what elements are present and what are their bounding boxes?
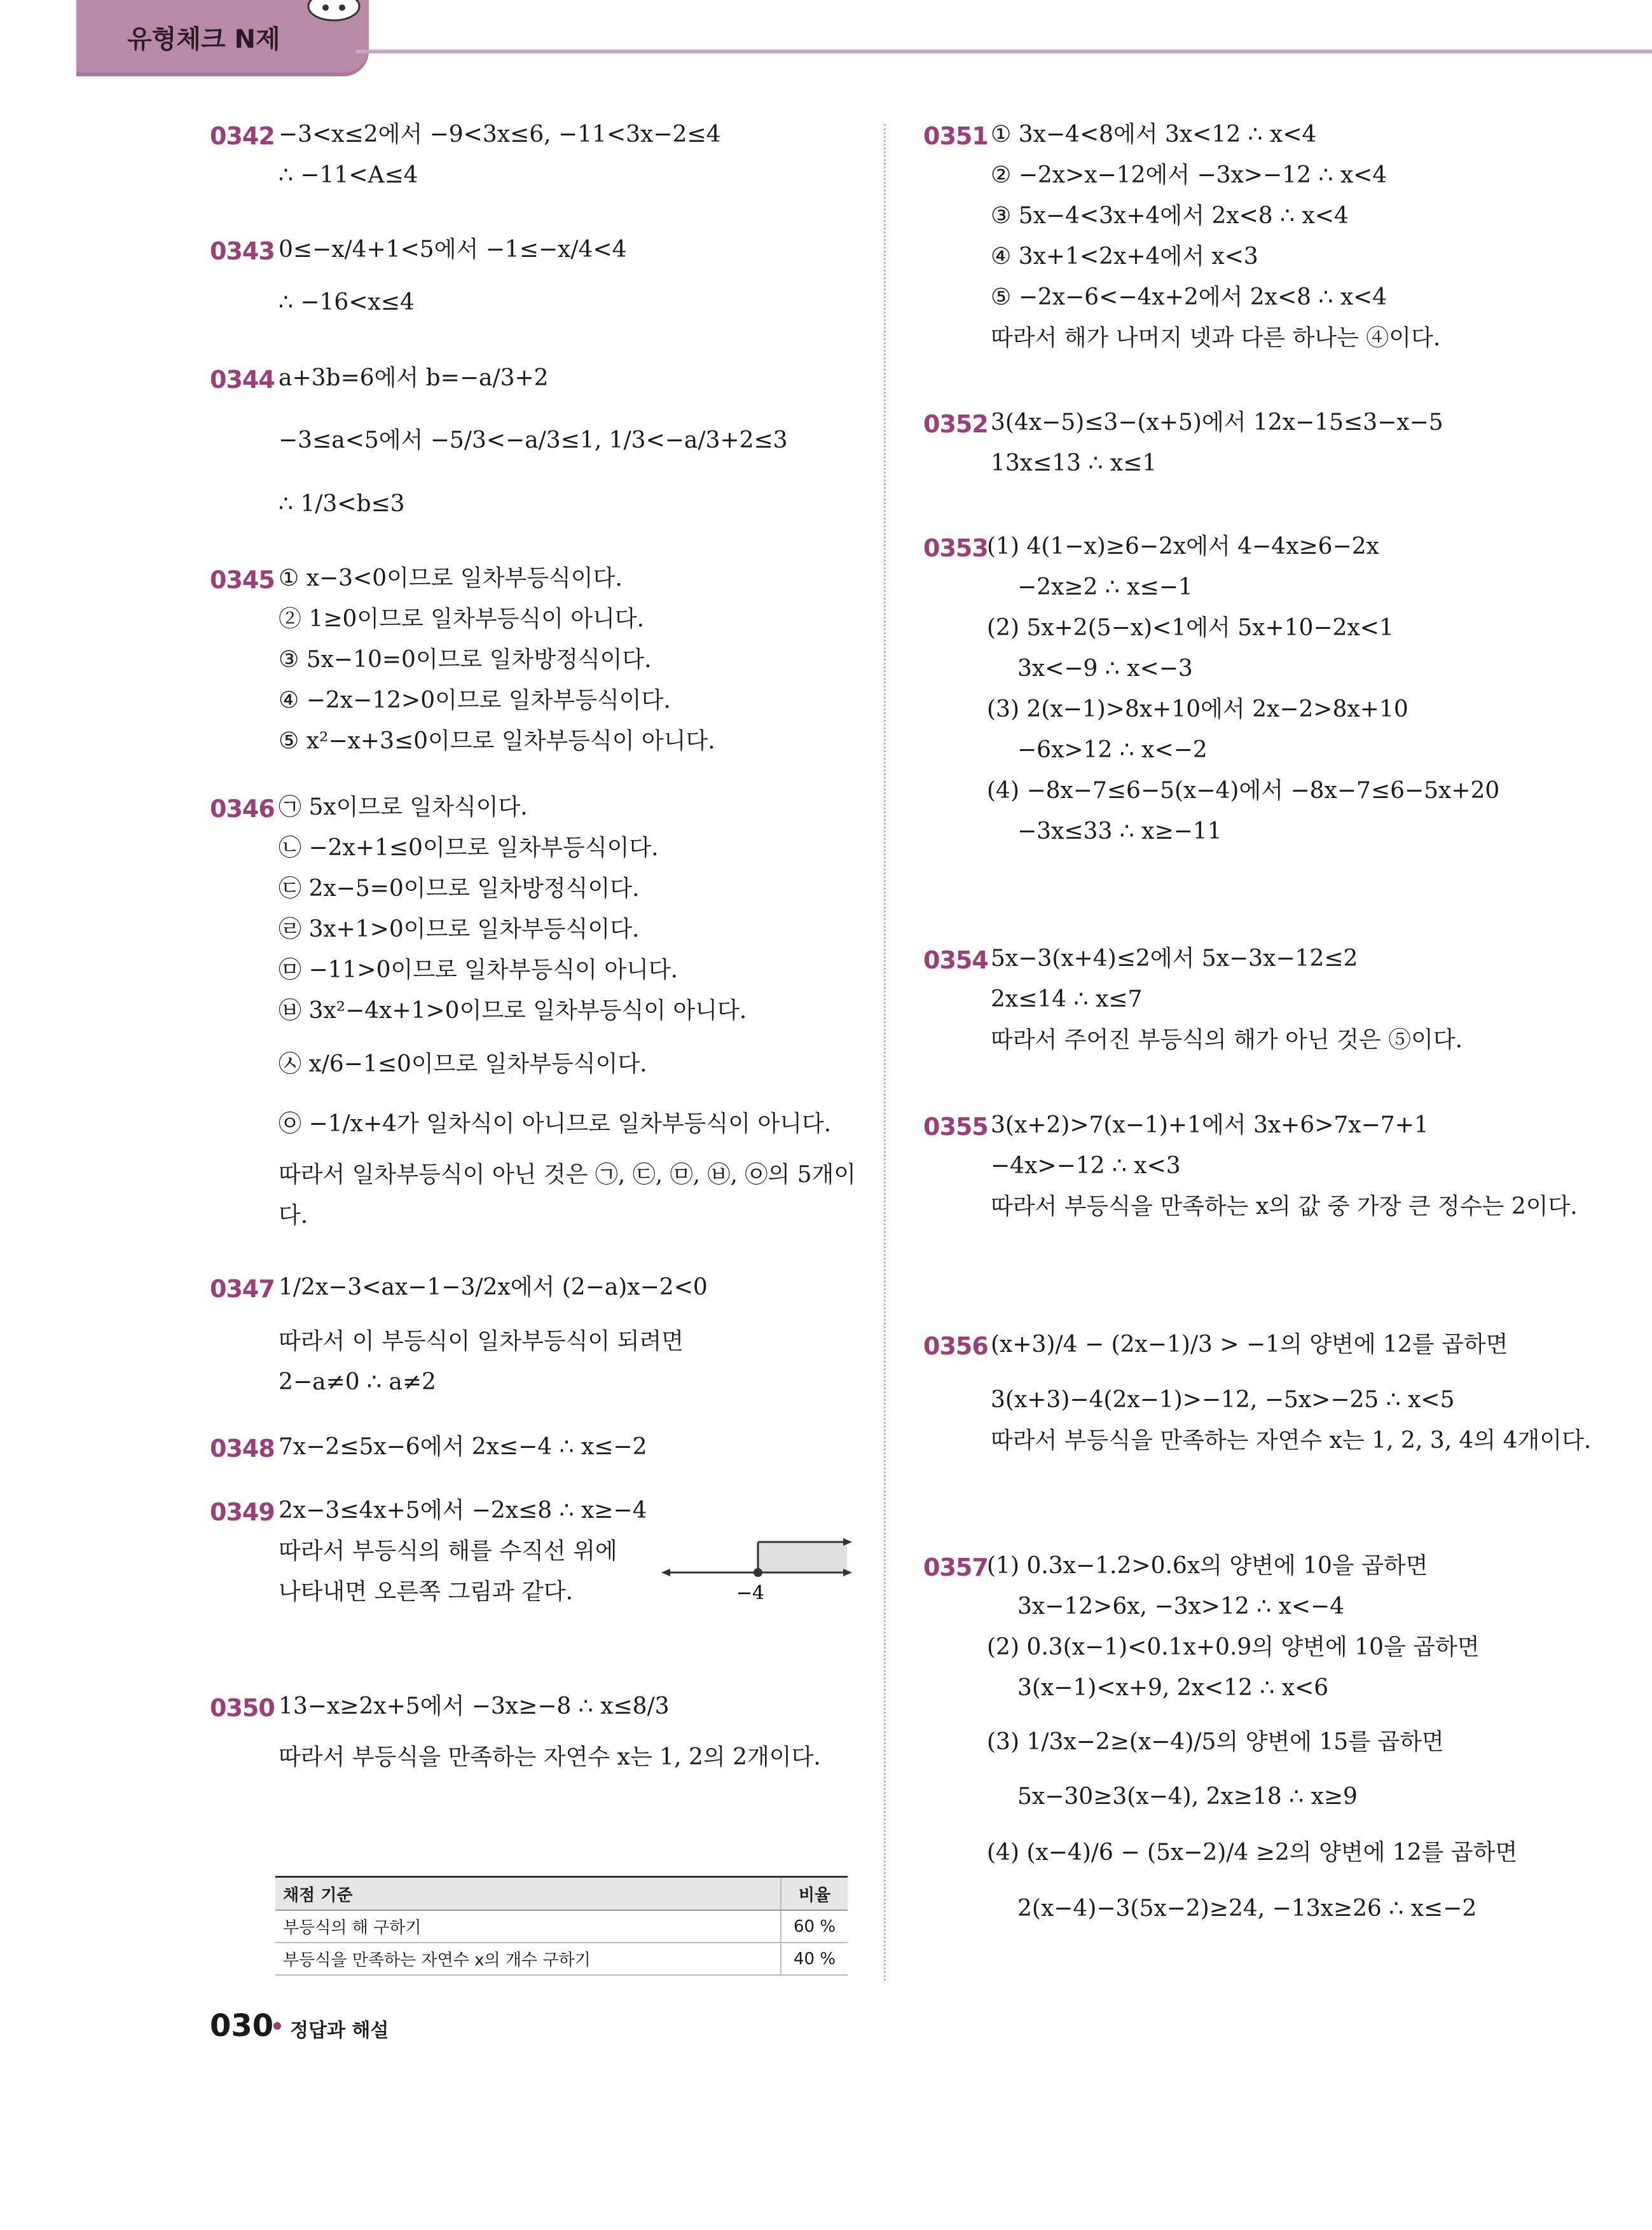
solution-line: 나타내면 오른쪽 그림과 같다. (279, 1579, 574, 1605)
solution-line: (4) (x−4)/6 − (5x−2)/4 ≥2의 양변에 12를 곱하면 (987, 1840, 1518, 1866)
solution-line: 따라서 부등식의 해를 수직선 위에 (279, 1538, 617, 1564)
solution-line: −4x>−12 ∴ x<3 (991, 1153, 1181, 1179)
solution-line: 따라서 부등식을 만족하는 자연수 x는 1, 2, 3, 4의 4개이다. (991, 1428, 1592, 1454)
problem-number: 0357 (923, 1553, 988, 1581)
footer-section-title: 정답과 해설 (290, 2020, 389, 2042)
solution-line: 13−x≥2x+5에서 −3x≥−8 ∴ x≤8/3 (279, 1693, 670, 1719)
solution-line: 3(x+3)−4(2x−1)>−12, −5x>−25 ∴ x<5 (991, 1387, 1455, 1413)
problem-number: 0343 (210, 237, 275, 265)
solution-line: 따라서 일차부등식이 아닌 것은 ㉠, ㉢, ㉤, ㉥, ㉧의 5개이 (279, 1162, 857, 1188)
arrow-right-icon (843, 1569, 852, 1576)
solution-line: 따라서 해가 나머지 넷과 다른 하나는 ④이다. (991, 325, 1441, 351)
problem-number: 0350 (210, 1694, 275, 1722)
solution-line: 2−a≠0 ∴ a≠2 (279, 1369, 436, 1395)
solution-line: (3) 2(x−1)>8x+10에서 2x−2>8x+10 (987, 696, 1408, 722)
solution-line: ④ 3x+1<2x+4에서 x<3 (991, 244, 1258, 270)
table-header-criteria: 채점 기준 (275, 1877, 781, 1911)
solution-line: 따라서 부등식을 만족하는 x의 값 중 가장 큰 정수는 2이다. (991, 1194, 1578, 1220)
solution-line: ∴ 1/3<b≤3 (279, 491, 405, 517)
solution-line: ㉣ 3x+1>0이므로 일차부등식이다. (279, 916, 640, 942)
solution-line: ⑤ −2x−6<−4x+2에서 2x<8 ∴ x<4 (991, 284, 1387, 310)
solution-line: ㉧ −1/x+4가 일차식이 아니므로 일차부등식이 아니다. (279, 1111, 832, 1137)
solution-line: 2x≤14 ∴ x≤7 (991, 986, 1143, 1012)
page-header-title: 유형체크 N제 (127, 25, 280, 54)
solution-line: 7x−2≤5x−6에서 2x≤−4 ∴ x≤−2 (279, 1434, 647, 1460)
arrow-right-icon (843, 1538, 852, 1546)
solution-line: ② 1≥0이므로 일차부등식이 아니다. (279, 606, 645, 632)
solution-line: ③ 5x−4<3x+4에서 2x<8 ∴ x<4 (991, 203, 1349, 229)
solution-line: (2) 0.3(x−1)<0.1x+0.9의 양변에 10을 곱하면 (987, 1634, 1480, 1660)
table-header-row (275, 1877, 848, 1911)
solution-line: ∴ −16<x≤4 (279, 289, 415, 315)
table-row (275, 1910, 848, 1943)
solution-line: ① x−3<0이므로 일차부등식이다. (279, 565, 623, 591)
solution-line: 13x≤13 ∴ x≤1 (991, 450, 1157, 476)
table-header-ratio: 비율 (781, 1877, 848, 1911)
table-cell-ratio: 60 % (781, 1910, 848, 1943)
solution-line: −2x≥2 ∴ x≤−1 (1017, 574, 1193, 600)
solution-line: 1/2x−3<ax−1−3/2x에서 (2−a)x−2<0 (279, 1274, 708, 1300)
table-cell-criteria: 부등식을 만족하는 자연수 x의 개수 구하기 (275, 1943, 781, 1975)
tick-label: −4 (736, 1582, 765, 1604)
solution-line: ∴ −11<A≤4 (279, 162, 418, 188)
problem-number: 0345 (210, 566, 275, 594)
solution-line: (4) −8x−7≤6−5(x−4)에서 −8x−7≤6−5x+20 (987, 778, 1500, 804)
solution-line: ㉠ 5x이므로 일차식이다. (279, 794, 528, 820)
column-divider (884, 124, 886, 1981)
solution-line: ⑤ x²−x+3≤0이므로 일차부등식이 아니다. (279, 728, 715, 754)
solution-line: 따라서 이 부등식이 일차부등식이 되려면 (279, 1328, 684, 1354)
solution-line: ㉥ 3x²−4x+1>0이므로 일차부등식이 아니다. (279, 998, 747, 1024)
number-line-diagram (661, 1536, 852, 1606)
solution-line: −3≤a<5에서 −5/3<−a/3≤1, 1/3<−a/3+2≤3 (279, 427, 788, 453)
problem-number: 0342 (210, 122, 275, 150)
problem-number: 0354 (923, 946, 988, 974)
solution-line: 3(x−1)<x+9, 2x<12 ∴ x<6 (1017, 1675, 1329, 1701)
solution-line: (x+3)/4 − (2x−1)/3 > −1의 양변에 12를 곱하면 (991, 1332, 1508, 1358)
problem-number: 0346 (210, 795, 275, 823)
solution-line: ④ −2x−12>0이므로 일차부등식이다. (279, 687, 671, 713)
solution-line: 다. (279, 1202, 308, 1229)
solution-line: ㉡ −2x+1≤0이므로 일차부등식이다. (279, 835, 659, 861)
solution-line: 3(4x−5)≤3−(x+5)에서 12x−15≤3−x−5 (991, 410, 1443, 436)
solution-line: −3x≤33 ∴ x≥−11 (1017, 818, 1222, 844)
solution-line: 따라서 주어진 부등식의 해가 아닌 것은 ⑤이다. (991, 1027, 1463, 1053)
table-cell-ratio: 40 % (781, 1943, 848, 1975)
problem-number: 0356 (923, 1332, 988, 1360)
problem-number: 0347 (210, 1275, 275, 1303)
bullet-icon (273, 2022, 281, 2030)
problem-number: 0344 (210, 366, 275, 394)
solution-line: 5x−3(x+4)≤2에서 5x−3x−12≤2 (991, 946, 1358, 972)
table-row (275, 1943, 848, 1975)
solution-line: −3<x≤2에서 −9<3x≤6, −11<3x−2≤4 (279, 121, 721, 148)
solution-line: ③ 5x−10=0이므로 일차방정식이다. (279, 647, 652, 673)
solution-line: 2(x−4)−3(5x−2)≥24, −13x≥26 ∴ x≤−2 (1017, 1896, 1477, 1922)
solution-line: (2) 5x+2(5−x)<1에서 5x+10−2x<1 (987, 615, 1394, 641)
header-rule (356, 50, 1652, 53)
solution-line: (1) 0.3x−1.2>0.6x의 양변에 10을 곱하면 (987, 1553, 1428, 1579)
solution-line: 0≤−x/4+1<5에서 −1≤−x/4<4 (279, 237, 627, 263)
problem-number: 0352 (923, 410, 988, 438)
solution-line: 5x−30≥3(x−4), 2x≥18 ∴ x≥9 (1017, 1784, 1358, 1810)
problem-number: 0351 (923, 122, 988, 150)
solution-line: ① 3x−4<8에서 3x<12 ∴ x<4 (991, 121, 1317, 148)
solution-region (758, 1542, 847, 1573)
solution-line: 따라서 부등식을 만족하는 자연수 x는 1, 2의 2개이다. (279, 1744, 821, 1770)
problem-number: 0355 (923, 1113, 988, 1141)
solution-line: a+3b=6에서 b=−a/3+2 (279, 365, 549, 391)
solution-line: 3x<−9 ∴ x<−3 (1017, 656, 1193, 682)
solution-line: 3(x+2)>7(x−1)+1에서 3x+6>7x−7+1 (991, 1112, 1429, 1138)
solution-line: ② −2x>x−12에서 −3x>−12 ∴ x<4 (991, 162, 1387, 188)
closed-dot-icon (754, 1568, 762, 1577)
scoring-table (275, 1876, 848, 1976)
solution-line: 2x−3≤4x+5에서 −2x≤8 ∴ x≥−4 (279, 1497, 647, 1524)
mascot-icon (299, 0, 369, 25)
solution-line: −6x>12 ∴ x<−2 (1017, 737, 1208, 763)
solution-line: ㉢ 2x−5=0이므로 일차방정식이다. (279, 876, 640, 902)
table-cell-criteria: 부등식의 해 구하기 (275, 1910, 781, 1943)
page-number: 030 (210, 2008, 274, 2044)
solution-line: 3x−12>6x, −3x>12 ∴ x<−4 (1017, 1593, 1345, 1620)
solution-line: (3) 1/3x−2≥(x−4)/5의 양변에 15를 곱하면 (987, 1729, 1444, 1755)
problem-number: 0353 (923, 534, 988, 562)
solution-line: ㉦ x/6−1≤0이므로 일차부등식이다. (279, 1051, 647, 1077)
problem-number: 0349 (210, 1498, 275, 1526)
problem-number: 0348 (210, 1435, 275, 1463)
arrow-left-icon (661, 1569, 670, 1576)
solution-line: ㉤ −11>0이므로 일차부등식이 아니다. (279, 957, 678, 983)
solution-line: (1) 4(1−x)≥6−2x에서 4−4x≥6−2x (987, 533, 1379, 560)
